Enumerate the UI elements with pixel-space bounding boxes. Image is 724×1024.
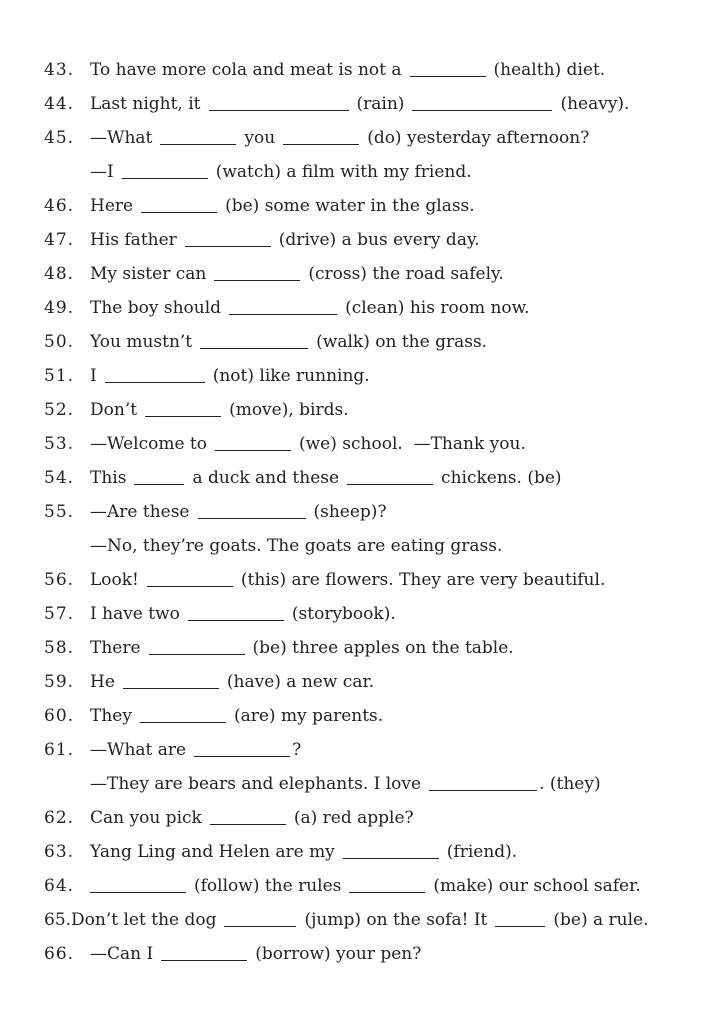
hint-text: (clean) his room now.: [345, 298, 530, 318]
question-number: 62.: [44, 808, 75, 828]
answer-blank[interactable]: [349, 892, 425, 893]
question-55-reply: [90, 529, 714, 563]
question-text: The boy should: [90, 298, 222, 318]
question-number: 51.: [44, 366, 75, 386]
answer-blank[interactable]: [140, 722, 226, 723]
hint-text: (do) yesterday afternoon?: [367, 128, 590, 148]
answer-blank[interactable]: [200, 348, 308, 349]
hint-text: (this) are flowers. They are very beautiful.: [240, 570, 606, 590]
answer-blank[interactable]: [209, 110, 349, 111]
hint-text: (walk) on the grass.: [316, 332, 488, 352]
question-47: [44, 223, 714, 257]
hint-text: (jump) on the sofa! It: [304, 910, 488, 930]
hint-text: (friend).: [446, 842, 518, 862]
question-number: 47.: [44, 230, 75, 250]
question-50: [44, 325, 714, 359]
answer-blank[interactable]: [215, 450, 291, 451]
hint-text: (watch) a film with my friend.: [215, 162, 472, 182]
hint-text: . (they): [539, 774, 601, 794]
question-46: [44, 189, 714, 223]
question-57: [44, 597, 714, 631]
hint-text: (sheep)?: [313, 502, 387, 522]
question-55: [44, 495, 714, 529]
question-63: [44, 835, 714, 869]
question-text: Yang Ling and Helen are my: [90, 842, 335, 862]
question-text: Don’t let the dog: [71, 910, 217, 930]
question-number: 46.: [44, 196, 75, 216]
answer-blank[interactable]: [194, 756, 290, 757]
question-text: ?: [292, 740, 302, 760]
question-number: 64.: [44, 876, 75, 896]
answer-blank[interactable]: [410, 76, 486, 77]
answer-blank[interactable]: [224, 926, 296, 927]
answer-blank[interactable]: [495, 926, 545, 927]
answer-blank[interactable]: [105, 382, 205, 383]
question-number: 53.: [44, 434, 75, 454]
answer-blank[interactable]: [185, 246, 271, 247]
question-text: I: [90, 366, 97, 386]
hint-text: (follow) the rules: [194, 876, 342, 896]
question-number: 57.: [44, 604, 75, 624]
answer-blank[interactable]: [123, 688, 219, 689]
answer-blank[interactable]: [412, 110, 552, 111]
question-number: 49.: [44, 298, 75, 318]
hint-text: (borrow) your pen?: [255, 944, 422, 964]
question-number: 58.: [44, 638, 75, 658]
answer-blank[interactable]: [214, 280, 300, 281]
question-text: —What: [90, 128, 153, 148]
answer-blank[interactable]: [210, 824, 286, 825]
hint-text: (heavy).: [560, 94, 630, 114]
question-65: [44, 903, 714, 937]
question-text: There: [90, 638, 141, 658]
question-text: —I: [90, 162, 114, 182]
question-number: 54.: [44, 468, 75, 488]
answer-blank[interactable]: [160, 144, 236, 145]
question-number: 61.: [44, 740, 75, 760]
question-59: [44, 665, 714, 699]
question-text: My sister can: [90, 264, 207, 284]
hint-text: (be) a rule.: [553, 910, 649, 930]
answer-blank[interactable]: [122, 178, 208, 179]
question-49: [44, 291, 714, 325]
question-44: [44, 87, 714, 121]
answer-blank[interactable]: [347, 484, 433, 485]
hint-text: (we) school. —Thank you.: [299, 434, 526, 454]
question-number: 56.: [44, 570, 75, 590]
question-number: 48.: [44, 264, 75, 284]
hint-text: (storybook).: [291, 604, 396, 624]
question-number: 52.: [44, 400, 75, 420]
hint-text: (are) my parents.: [233, 706, 384, 726]
question-text: —No, they’re goats. The goats are eating grass.: [90, 536, 503, 556]
question-number: 44.: [44, 94, 75, 114]
question-number: 50.: [44, 332, 75, 352]
answer-blank[interactable]: [147, 586, 233, 587]
question-text: I have two: [90, 604, 180, 624]
question-text: Here: [90, 196, 134, 216]
question-number: 59.: [44, 672, 75, 692]
question-45: [44, 121, 714, 155]
question-66: [44, 937, 714, 971]
question-text: —Welcome to: [90, 434, 207, 454]
question-number: 63.: [44, 842, 75, 862]
question-text: —What are: [90, 740, 187, 760]
answer-blank[interactable]: [283, 144, 359, 145]
question-number: 65.: [44, 910, 72, 930]
answer-blank[interactable]: [188, 620, 284, 621]
hint-text: (make) our school safer.: [433, 876, 641, 896]
question-text: Last night, it: [90, 94, 201, 114]
question-61: [44, 733, 714, 767]
question-text: This: [90, 468, 127, 488]
question-text: Don’t: [90, 400, 138, 420]
hint-text: (a) red apple?: [293, 808, 414, 828]
question-51: [44, 359, 714, 393]
question-text: You mustn’t: [90, 332, 193, 352]
question-text: He: [90, 672, 115, 692]
question-text: To have more cola and meat is not a: [90, 60, 402, 80]
question-number: 43.: [44, 60, 75, 80]
question-60: [44, 699, 714, 733]
question-61-reply: [90, 767, 714, 801]
question-53: [44, 427, 714, 461]
answer-blank[interactable]: [229, 314, 337, 315]
question-text: They: [90, 706, 132, 726]
question-43: [44, 53, 714, 87]
question-text: Can you pick: [90, 808, 202, 828]
question-text: you: [244, 128, 276, 148]
hint-text: (have) a new car.: [226, 672, 375, 692]
question-64: [44, 869, 714, 903]
hint-text: (not) like running.: [212, 366, 370, 386]
answer-blank[interactable]: [198, 518, 306, 519]
answer-blank[interactable]: [90, 892, 186, 893]
question-45-reply: [90, 155, 714, 189]
answer-blank[interactable]: [141, 212, 217, 213]
question-text: —They are bears and elephants. I love: [90, 774, 422, 794]
hint-text: (cross) the road safely.: [308, 264, 504, 284]
question-58: [44, 631, 714, 665]
question-48: [44, 257, 714, 291]
hint-text: (health) diet.: [493, 60, 606, 80]
question-text: a duck and these: [192, 468, 340, 488]
question-56: [44, 563, 714, 597]
question-number: 55.: [44, 502, 75, 522]
answer-blank[interactable]: [429, 790, 537, 791]
question-text: Look!: [90, 570, 139, 590]
question-number: 45.: [44, 128, 75, 148]
question-text: —Can I: [90, 944, 154, 964]
question-number: 60.: [44, 706, 75, 726]
question-text: —Are these: [90, 502, 190, 522]
hint-text: chickens. (be): [441, 468, 562, 488]
question-text: His father: [90, 230, 177, 250]
question-62: [44, 801, 714, 835]
answer-blank[interactable]: [134, 484, 184, 485]
answer-blank[interactable]: [161, 960, 247, 961]
hint-text: (be) three apples on the table.: [252, 638, 514, 658]
answer-blank[interactable]: [149, 654, 245, 655]
hint-text: (be) some water in the glass.: [225, 196, 475, 216]
question-52: [44, 393, 714, 427]
answer-blank[interactable]: [343, 858, 439, 859]
hint-text: (move), birds.: [229, 400, 349, 420]
question-54: [44, 461, 714, 495]
question-number: 66.: [44, 944, 75, 964]
hint-text: (drive) a bus every day.: [278, 230, 480, 250]
answer-blank[interactable]: [145, 416, 221, 417]
hint-text: (rain): [356, 94, 405, 114]
